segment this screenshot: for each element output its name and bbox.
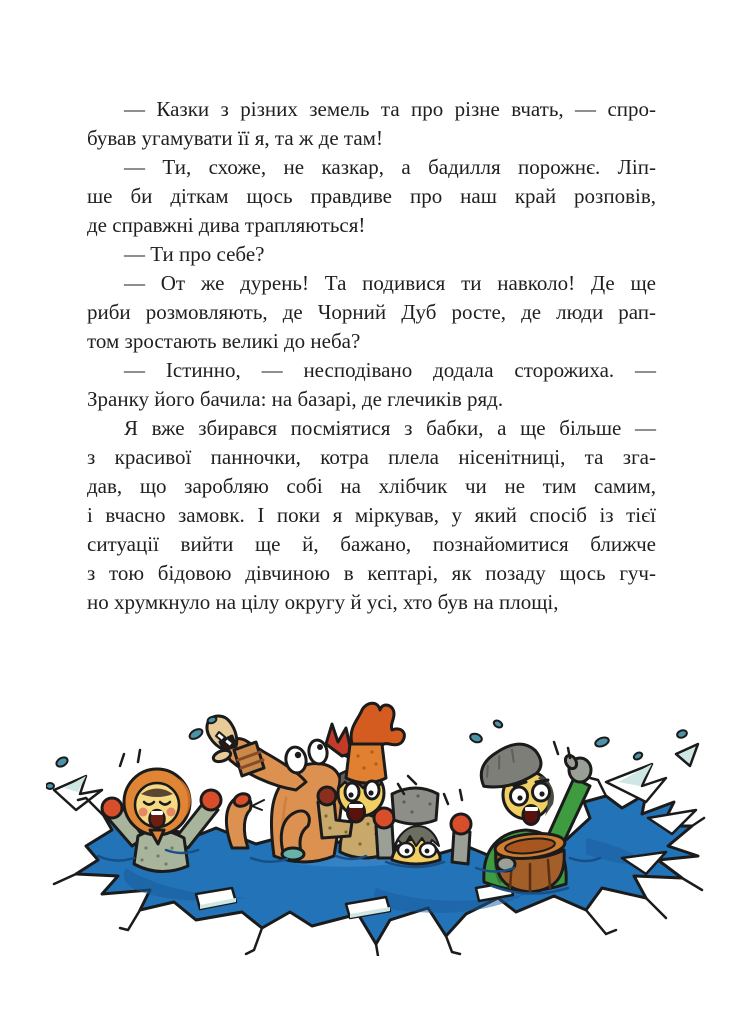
text-line: — Ти, схоже, не казкар, а бадилля порожнє. Ліп- [124, 155, 656, 179]
illustration-svg [46, 698, 706, 956]
paragraph [87, 269, 656, 356]
illustration-ice-hole [46, 698, 706, 956]
text-line: — От же дурень! Та подивися ти навколо! Де ще [124, 271, 656, 295]
text-line: Зранку його бачила: на базарі, де глечиків ряд. [87, 387, 504, 411]
page-text [87, 95, 656, 617]
text-line: риби розмовляють, де Чорний Дуб росте, де люди рап- [87, 300, 656, 324]
text-line: і вчасно замовк. І поки я міркував, у який спосіб із тієї [87, 503, 656, 527]
text-line: з красивої панночки, котра плела нісенітниці, та зга- [87, 445, 656, 469]
text-line: — Ти про себе? [124, 242, 265, 266]
paragraph [87, 414, 656, 617]
paragraph [87, 240, 656, 269]
text-line: ситуації вийти ще й, бажано, познайомитися ближче [87, 532, 656, 556]
paragraph [87, 95, 656, 153]
text-line: — Казки з різних земель та про різне вчать, — спро- [124, 97, 656, 121]
paragraph [87, 356, 656, 414]
text-line: Я вже збирався посміятися з бабки, а ще більше — [124, 416, 656, 440]
text-line: дав, що заробляю собі на хлібчик чи не тим самим, [87, 474, 656, 498]
text-line: но хрумкнуло на цілу округу й усі, хто був на площі, [87, 590, 559, 614]
text-line: — Істинно, — несподівано додала сторожиха. — [124, 358, 656, 382]
text-line: том зростають великі до неба? [87, 329, 361, 353]
paragraph [87, 153, 656, 240]
character-submerged-child [374, 788, 471, 864]
text-line: бував угамувати її я, та ж де там! [87, 126, 383, 150]
text-line: ше би діткам щось правдиве про наш край розповів, [87, 184, 656, 208]
text-line: з тою бідовою дівчиною в кептарі, як позаду щось гуч- [87, 561, 656, 585]
text-line: де справжні дива трапляються! [87, 213, 366, 237]
